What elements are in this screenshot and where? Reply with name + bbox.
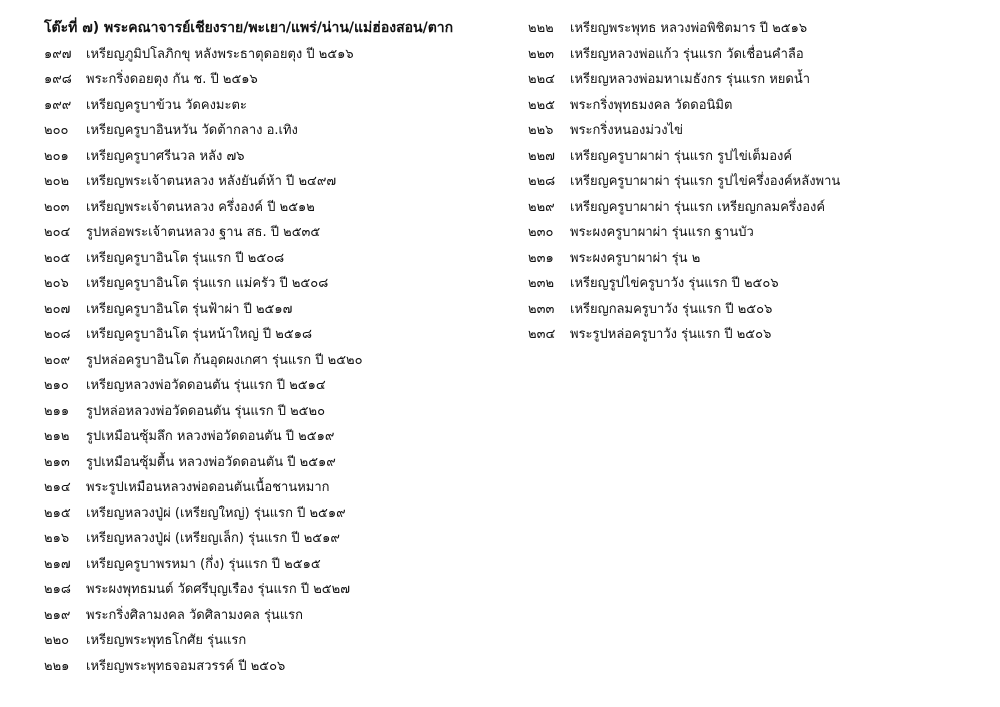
list-item xyxy=(528,246,988,272)
item-number: ๒๓๐ xyxy=(528,225,554,240)
item-description: เหรียญหลวงปู่ผ่ (เหรียญเล็ก) รุ่นแรก ปี ๒๕๑๙ xyxy=(86,531,340,546)
list-item xyxy=(44,628,514,654)
list-item xyxy=(44,118,514,144)
item-number: ๒๐๓ xyxy=(44,199,70,215)
item-description: เหรียญหลวงปู่ผ่ (เหรียญใหญ่) รุ่นแรก ปี ๒๕๑๙ xyxy=(86,505,346,521)
item-number: ๑๙๙ xyxy=(44,97,72,113)
item-number: ๒๐๙ xyxy=(44,352,71,368)
item-number: ๒๒๘ xyxy=(528,174,556,189)
item-number: ๒๑๔ xyxy=(44,480,71,495)
item-number: ๒๐๐ xyxy=(44,123,69,138)
item-description: เหรียญครูบาศรีนวล หลัง ๗๖ xyxy=(86,148,245,164)
item-description: รูปหล่อพระเจ้าตนหลวง ฐาน สธ. ปี ๒๕๓๕ xyxy=(86,225,321,240)
list-item xyxy=(44,526,514,552)
item-description: เหรียญพระเจ้าตนหลวง ครึ่งองค์ ปี ๒๕๑๒ xyxy=(86,199,315,215)
item-number: ๒๓๑ xyxy=(528,250,554,266)
item-description: เหรียญครูบาผาผ่า รุ่นแรก รูปไข่เต็มองค์ xyxy=(570,148,793,164)
item-description: พระกริ่งพุทธมงคล วัดดอนิมิต xyxy=(570,97,733,113)
item-number: ๑๙๗ xyxy=(44,46,72,62)
list-item xyxy=(44,144,514,170)
item-number: ๒๑๕ xyxy=(44,505,71,521)
item-description: พระผงครูบาผาผ่า รุ่นแรก ฐานบัว xyxy=(570,225,754,240)
list-item xyxy=(44,220,514,246)
item-description: รูปหล่อครูบาอินโต ก้นอุดผงเกศา รุ่นแรก ปี ๒๕๒๐ xyxy=(86,352,363,368)
list-item xyxy=(528,195,988,221)
list-item xyxy=(44,654,514,680)
list-item xyxy=(528,169,988,195)
list-item xyxy=(44,424,514,450)
item-description: เหรียญครูบาอินหวัน วัดต้ากลาง อ.เทิง xyxy=(86,123,298,138)
item-number: ๒๐๔ xyxy=(44,225,71,240)
item-description: เหรียญครูบาอินโต รุ่นหน้าใหญ่ ปี ๒๕๑๘ xyxy=(86,327,312,342)
list-item xyxy=(44,450,514,476)
item-number: ๒๒๕ xyxy=(528,97,555,113)
list-item xyxy=(528,220,988,246)
list-item xyxy=(44,93,514,119)
list-item xyxy=(528,271,988,297)
item-description: พระกริ่งศิลามงคล วัดศิลามงคล รุ่นแรก xyxy=(86,607,304,623)
item-description: เหรียญกลมครูบาวัง รุ่นแรก ปี ๒๕๐๖ xyxy=(570,301,773,317)
list-item xyxy=(44,271,514,297)
list-item xyxy=(528,93,988,119)
list-item xyxy=(44,322,514,348)
list-item xyxy=(44,67,514,93)
item-description: เหรียญพระพุทธ หลวงพ่อพิชิตมาร ปี ๒๕๑๖ xyxy=(570,21,808,36)
item-description: พระกริ่งหนองม่วงไข่ xyxy=(570,123,683,138)
list-item xyxy=(44,603,514,629)
item-number: ๒๒๖ xyxy=(528,123,554,138)
item-description: เหรียญหลวงพ่อมหาเมธังกร รุ่นแรก หยดน้ำ xyxy=(570,72,811,87)
item-description: เหรียญรูปไข่ครูบาวัง รุ่นแรก ปี ๒๕๐๖ xyxy=(570,276,779,291)
list-item xyxy=(528,144,988,170)
list-item xyxy=(44,195,514,221)
list-item xyxy=(44,475,514,501)
list-item xyxy=(44,577,514,603)
item-description: เหรียญครูบาอินโต รุ่นฟ้าผ่า ปี ๒๕๑๗ xyxy=(86,301,293,317)
item-number: ๒๒๓ xyxy=(528,46,555,62)
item-number: ๒๐๕ xyxy=(44,250,71,266)
item-number: ๒๑๒ xyxy=(44,429,70,444)
item-number: ๒๒๒ xyxy=(528,21,554,36)
list-item xyxy=(528,42,988,68)
item-number: ๒๑๘ xyxy=(44,582,71,597)
item-number: ๒๒๐ xyxy=(44,633,70,648)
list-item xyxy=(44,552,514,578)
list-item xyxy=(44,399,514,425)
list-item xyxy=(528,118,988,144)
item-description: เหรียญครูบาข้วน วัดคงมะตะ xyxy=(86,97,247,113)
list-item xyxy=(528,67,988,93)
list-item xyxy=(44,169,514,195)
item-number: ๒๓๒ xyxy=(528,276,555,291)
item-number: ๒๑๑ xyxy=(44,403,70,419)
item-number: ๒๐๘ xyxy=(44,327,71,342)
list-item xyxy=(44,501,514,527)
item-number: ๒๒๙ xyxy=(528,199,555,215)
list-item xyxy=(44,42,514,68)
item-number: ๒๑๗ xyxy=(44,556,71,572)
item-number: ๒๒๔ xyxy=(528,72,555,87)
list-item xyxy=(528,322,988,348)
list-item xyxy=(44,297,514,323)
item-number: ๒๒๗ xyxy=(528,148,555,164)
item-description: เหรียญหลวงพ่อแก้ว รุ่นแรก วัดเชื่อนคำลือ xyxy=(570,46,804,62)
item-number: ๒๐๖ xyxy=(44,276,69,291)
list-item xyxy=(44,348,514,374)
item-number: ๒๐๒ xyxy=(44,174,70,189)
list-item xyxy=(44,373,514,399)
item-number: ๒๑๖ xyxy=(44,531,70,546)
item-number: ๒๐๗ xyxy=(44,301,71,317)
item-description: พระรูปหล่อครูบาวัง รุ่นแรก ปี ๒๕๐๖ xyxy=(570,327,772,342)
item-description: เหรียญครูบาอินโต รุ่นแรก ปี ๒๕๐๘ xyxy=(86,250,285,266)
right-column xyxy=(528,16,988,348)
right-item-list xyxy=(528,16,988,348)
item-description: เหรียญครูบาผาผ่า รุ่นแรก เหรียญกลมครึ่งองค์ xyxy=(570,199,826,215)
item-description: เหรียญพระเจ้าตนหลวง หลังยันต์ห้า ปี ๒๔๙๗ xyxy=(86,174,337,189)
item-description: พระกริ่งดอยตุง กัน ช. ปี ๒๕๑๖ xyxy=(86,72,258,87)
item-number: ๒๑๐ xyxy=(44,378,69,393)
item-number: ๒๓๔ xyxy=(528,327,556,342)
item-description: รูปเหมือนซุ้มตื้น หลวงพ่อวัดดอนตัน ปี ๒๕๑๙ xyxy=(86,454,336,470)
left-item-list xyxy=(44,42,514,680)
item-description: พระรูปเหมือนหลวงพ่อดอนตันเนื้อชานหมาก xyxy=(86,480,330,495)
item-description: รูปหล่อหลวงพ่อวัดดอนตัน รุ่นแรก ปี ๒๕๒๐ xyxy=(86,403,326,419)
item-description: เหรียญพระพุทธโกศัย รุ่นแรก xyxy=(86,633,247,648)
item-description: พระผงพุทธมนต์ วัดศรีบุญเรือง รุ่นแรก ปี ๒๕๒๗ xyxy=(86,582,350,597)
item-number: ๒๑๓ xyxy=(44,454,70,470)
item-number: ๒๐๑ xyxy=(44,148,69,164)
left-column xyxy=(44,16,514,679)
item-description: เหรียญพระพุทธจอมสวรรค์ ปี ๒๕๐๖ xyxy=(86,658,286,674)
item-number: ๒๒๑ xyxy=(44,658,70,674)
item-number: ๒๑๙ xyxy=(44,607,71,623)
list-item xyxy=(528,297,988,323)
list-item xyxy=(44,246,514,272)
item-description: เหรียญครูบาอินโต รุ่นแรก แม่ครัว ปี ๒๕๐๘ xyxy=(86,276,329,291)
list-item xyxy=(528,16,988,42)
item-description: เหรียญภูมิปโลภิกขุ หลังพระธาตุดอยตุง ปี ๒๕๑๖ xyxy=(86,46,354,62)
item-description: พระผงครูบาผาผ่า รุ่น ๒ xyxy=(570,250,701,266)
item-description: รูปเหมือนซุ้มลึก หลวงพ่อวัดดอนตัน ปี ๒๕๑๙ xyxy=(86,429,335,444)
item-number: ๒๓๓ xyxy=(528,301,555,317)
item-description: เหรียญครูบาผาผ่า รุ่นแรก รูปไข่ครึ่งองค์หลังพาน xyxy=(570,174,841,189)
item-number: ๑๙๘ xyxy=(44,72,72,87)
item-description: เหรียญหลวงพ่อวัดดอนตัน รุ่นแรก ปี ๒๕๑๔ xyxy=(86,378,326,393)
table-title: โต๊ะที่ ๗) พระคณาจารย์เชียงราย/พะเยา/แพร่/น่าน/แม่ฮ่องสอน/ตาก xyxy=(44,20,454,36)
item-description: เหรียญครูบาพรหมา (กึ่ง) รุ่นแรก ปี ๒๕๑๕ xyxy=(86,556,321,572)
